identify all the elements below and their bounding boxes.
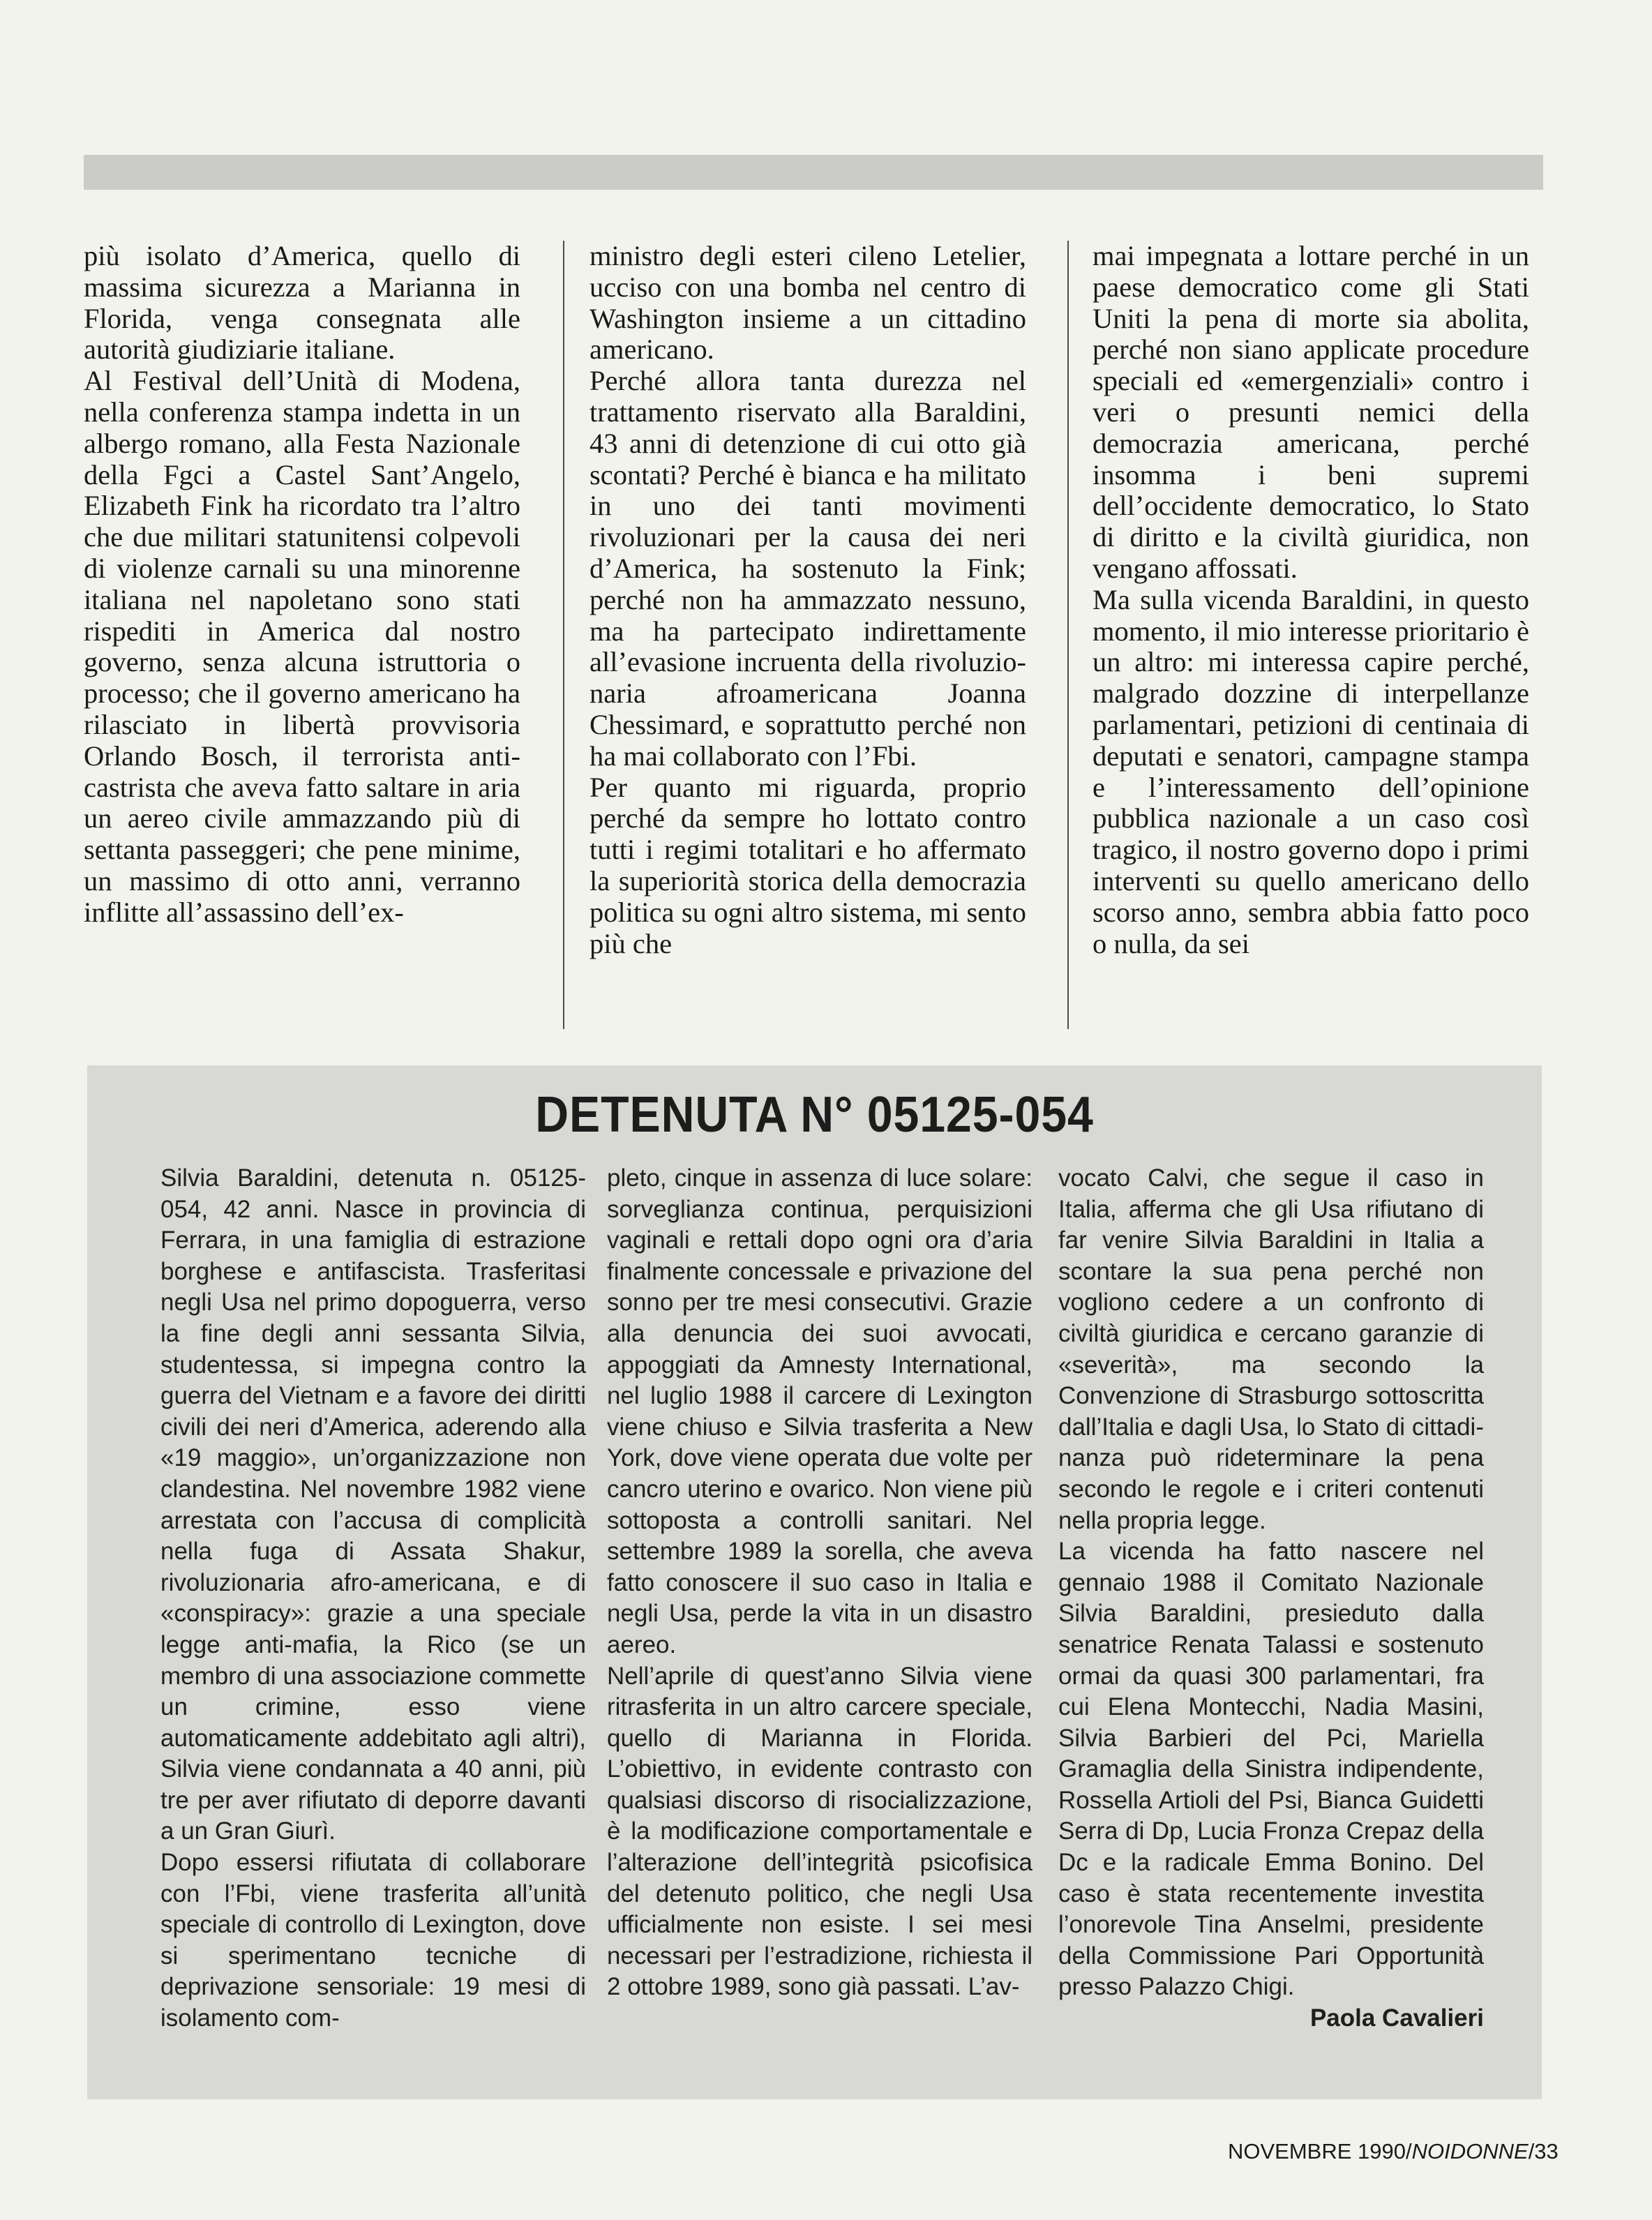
footer-date: NOVEMBRE 1990/ bbox=[1228, 2139, 1412, 2163]
page-number: /33 bbox=[1528, 2139, 1559, 2163]
author-signature: Paola Cavalieri bbox=[1309, 2004, 1484, 2032]
box-paragraph: vocato Calvi, che segue il caso in Italia, afferma che gli Usa rifiutano di far venire Silvia Baraldini in Italia a scontare la sua pena perché non vogliono cedere a un confronto di civiltà giuridica e cercano garanzie di «severità», ma secondo la Convenzione di Strasburgo sottoscritta dall’Italia e dagli Usa, lo Stato di cittadinanza può rideterminare la pena secondo le regole e i criteri contenuti nella propria legge. bbox=[1058, 1164, 1484, 1534]
article-body bbox=[84, 241, 1543, 1029]
box-column-1 bbox=[160, 1163, 586, 2034]
box-paragraph: Nell’aprile di quest’anno Silvia viene ritrasferita in un altro carcere speciale, quello di Marianna in Florida. L’obiettivo, in evidente contrasto con qualsiasi discorso di risocializzazione, è la modificazione comportamentale e l’alterazione dell’integrità psicofisica del detenuto politico, che negli Usa ufficialmente non esiste. I sei mesi necessari per l’estradizione, richiesta il 2 ottobre 1989, sono già passati. L’av- bbox=[607, 1662, 1032, 2001]
box-paragraph: La vicenda ha fatto nascere nel gennaio 1988 il Comitato Nazionale Silvia Baraldini, presieduto dalla senatrice Renata Talassi e sostenuto ormai da quasi 300 parlamentari, fra cui Elena Montecchi, Nadia Masini, Silvia Barbieri del Pci, Mariella Gramaglia della Sinistra indipendente, Rossella Artioli del Psi, Bianca Guidetti Serra di Dp, Lucia Fronza Crepaz della Dc e la radicale Emma Bonino. Del caso è stata recentemente investita l’onorevole Tina Anselmi, presidente della Commissione Pari Opportunità presso Palazzo Chigi. bbox=[1058, 1538, 1484, 2001]
article-paragraph: mai impegnata a lottare perché in un paese democratico come gli Stati Uniti la pena di morte sia abolita, perché non siano applicate procedure speciali ed «emergenziali» contro i veri o presunti nemici della democrazia americana, perché insomma i beni supremi dell’occidente democratico, lo Stato di diritto e la civiltà giuridica, non vengano affossati. bbox=[1092, 240, 1529, 584]
article-column-3 bbox=[1092, 241, 1529, 959]
box-title: DETENUTA N° 05125-054 bbox=[535, 1087, 1094, 1143]
header-band bbox=[84, 155, 1543, 190]
box-paragraph: pleto, cinque in assenza di luce solare: sorveglianza continua, perquisizioni vaginali e rettali dopo ogni ora d’aria finalmente concessale e privazione del sonno per tre mesi consecutivi. Grazie alla denuncia dei suoi avvocati, appoggiati da Amnesty International, nel luglio 1988 il carcere di Lexington viene chiuso e Silvia trasferita a New York, dove viene operata due volte per cancro uterino e ovarico. Non viene più sottoposta a controlli sanitari. Nel settembre 1989 la sorella, che aveva fatto conoscere il suo caso in Italia e negli Usa, perde la vita in un disastro aereo. bbox=[607, 1164, 1032, 1658]
article-paragraph: Ma sulla vicenda Baraldini, in questo momento, il mio interesse prioritario è un altro: mi interessa capire perché, malgrado dozzine di interpellanze parlamentari, petizioni di centinaia di deputati e senatori, campagne stampa e l’interessamento dell’opinione pubblica nazionale a un caso così tragico, il nostro governo dopo i primi interventi su quello americano dello scorso anno, sembra abbia fatto poco o nulla, da sei bbox=[1092, 583, 1529, 959]
box-paragraph: Silvia Baraldini, detenuta n. 05125-054, 42 anni. Nasce in provincia di Ferrara, in una famiglia di estrazione borghese e antifascista. Trasferitasi negli Usa nel primo dopoguerra, verso la fine degli anni sessanta Silvia, studentessa, si impegna contro la guerra del Vietnam e a favore dei diritti civili dei neri d’America, aderendo alla «19 maggio», un’organizzazione non clandestina. Nel novembre 1982 viene arrestata con l’accusa di complicità nella fuga di Assata Shakur, rivoluzionaria afro-americana, e di «conspiracy»: grazie a una speciale legge anti-mafia, la Rico (se un membro di una associazione commette un crimine, esso viene automaticamente addebitato agli altri), Silvia viene condannata a 40 anni, più tre per aver rifiutato di deporre davanti a un Gran Giurì. bbox=[160, 1164, 586, 1845]
box-column-3 bbox=[1058, 1163, 1484, 2034]
article-column-1 bbox=[84, 241, 520, 929]
column-divider bbox=[1067, 241, 1069, 1029]
article-paragraph: Per quanto mi riguarda, proprio perché da sempre ho lottato contro tutti i regimi totalitari e ho affermato la superiorità storica della democrazia politica su ogni altro sistema, mi sento più che bbox=[590, 771, 1026, 959]
article-column-2 bbox=[590, 241, 1026, 959]
article-paragraph: Perché allora tanta durezza nel trattamento riservato alla Baraldini, 43 anni di detenzione di cui otto già scontati? Perché è bianca e ha militato in uno dei tanti movimenti rivoluzionari per la causa dei neri d’America, ha sostenuto la Fink; perché non ha ammazzato nessuno, ma ha partecipato indirettamente all’evasione incruenta della rivoluzionaria afroamericana Joanna Chessimard, e soprattutto perché non ha mai collaborato con l’Fbi. bbox=[590, 365, 1026, 772]
box-column-2 bbox=[607, 1163, 1032, 2003]
column-divider bbox=[563, 241, 564, 1029]
article-paragraph: Al Festival dell’Unità di Modena, nella conferenza stampa indetta in un albergo romano, alla Festa Nazionale della Fgci a Castel Sant’Angelo, Elizabeth Fink ha ricordato tra l’altro che due militari statunitensi colpevoli di violenze carnali su una minorenne italiana nel napoletano sono stati rispediti in America dal nostro governo, senza alcuna istruttoria o processo; che il governo americano ha rilasciato in libertà provvisoria Orlando Bosch, il terrorista anti-castrista che aveva fatto saltare in aria un aereo civile ammazzando più di settanta passeggeri; che pene minime, un massimo di otto anni, verranno inflitte all’assassino dell’ex- bbox=[84, 365, 520, 928]
article-paragraph: ministro degli esteri cileno Letelier, ucciso con una bomba nel centro di Washington insieme a un cittadino americano. bbox=[590, 240, 1026, 366]
page-footer bbox=[1228, 2139, 1559, 2164]
sidebar-box bbox=[87, 1065, 1542, 2099]
box-paragraph: Dopo essersi rifiutata di collaborare con l’Fbi, viene trasferita all’unità speciale di controllo di Lexington, dove si sperimentano tecniche di deprivazione sensoriale: 19 mesi di isolamento com- bbox=[160, 1849, 586, 2032]
footer-magazine: NOIDONNE bbox=[1411, 2139, 1529, 2163]
article-paragraph: più isolato d’America, quello di massima sicurezza a Marianna in Florida, venga consegnata alle autorità giudiziarie italiane. bbox=[84, 240, 520, 366]
